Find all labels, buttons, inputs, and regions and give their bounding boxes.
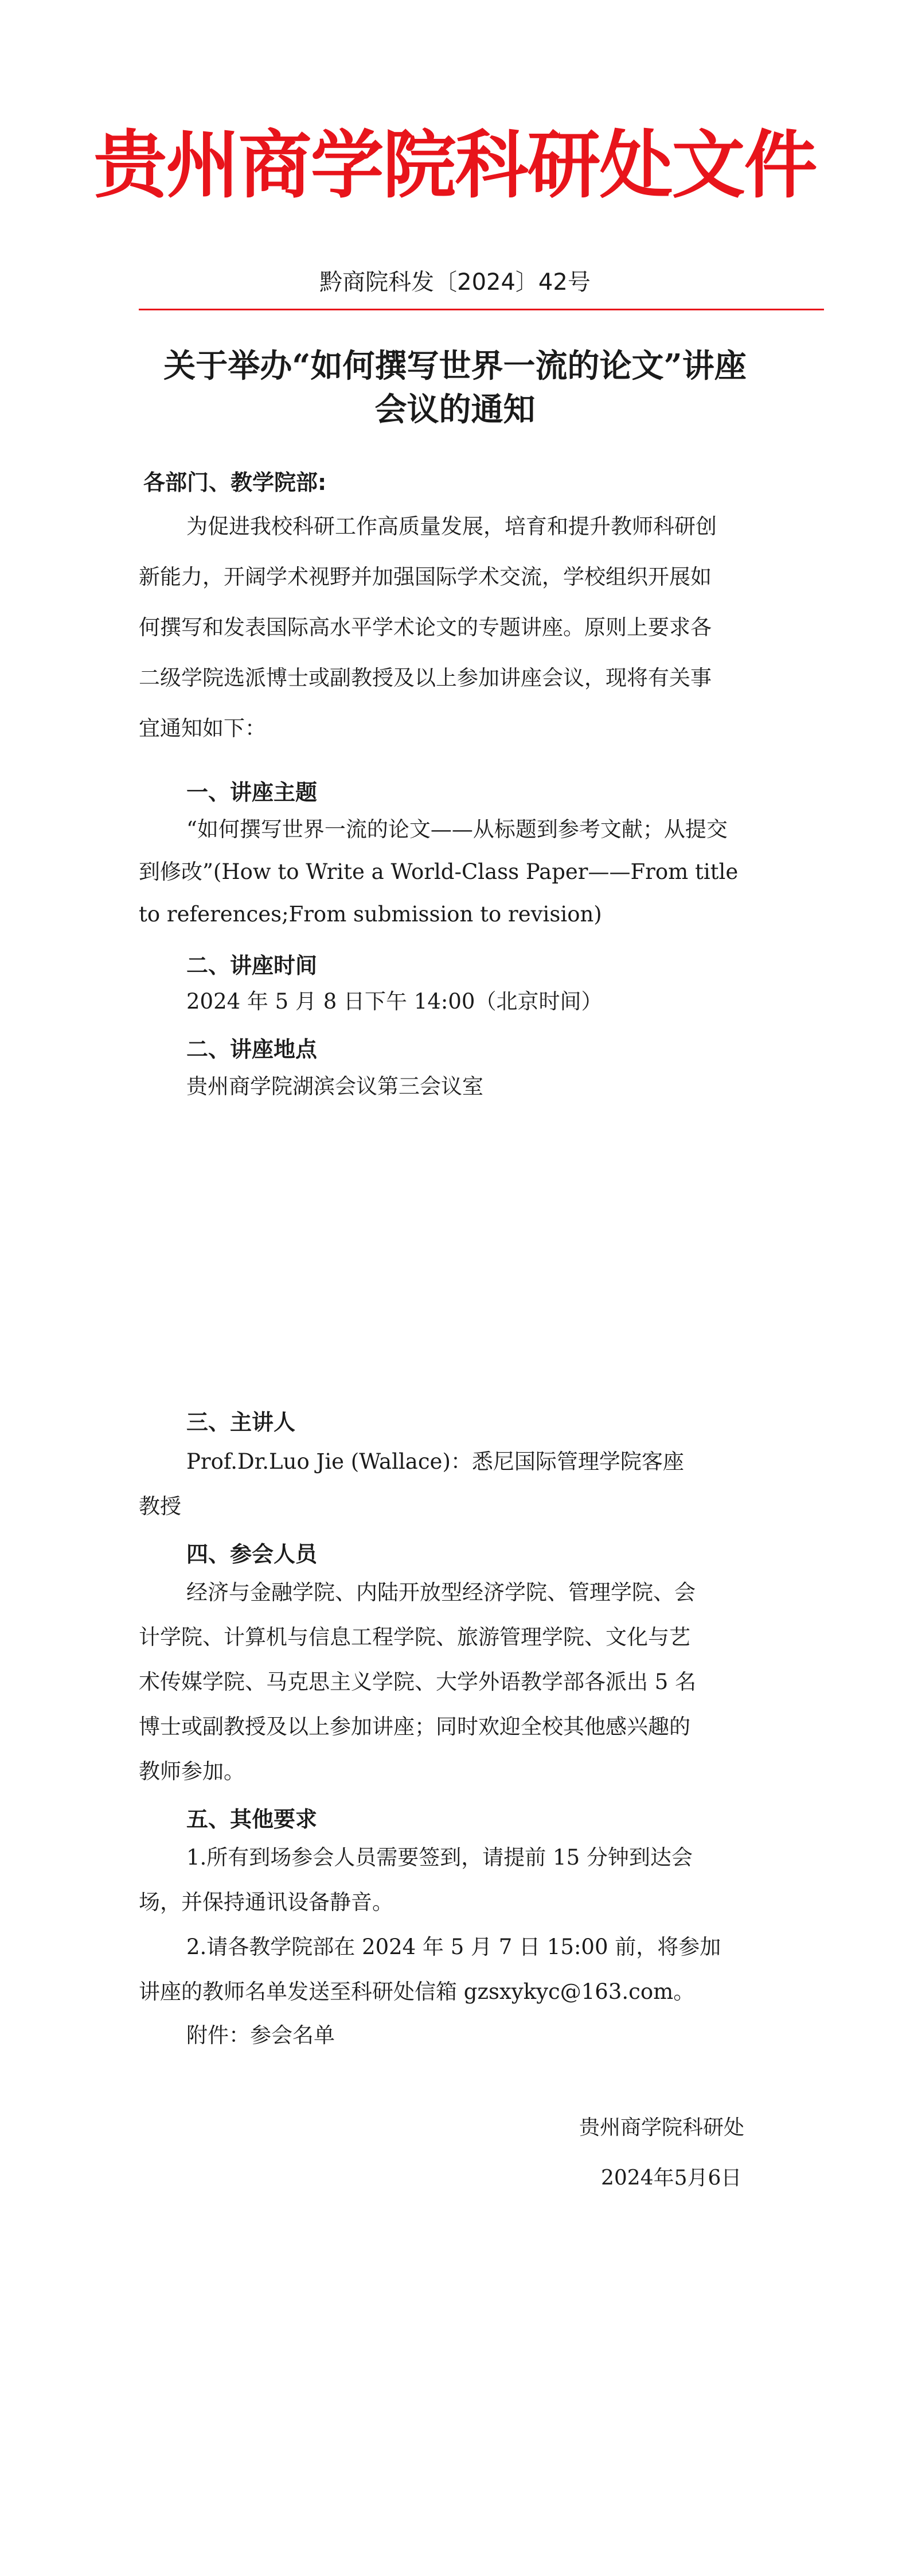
section-heading-requirements: 五、其他要求	[186, 1807, 318, 1832]
requirements-line: 场，并保持通讯设备静音。	[139, 1890, 393, 1915]
intro-line: 新能力，开阔学术视野并加强国际学术交流，学校组织开展如	[139, 565, 712, 589]
attendees-line: 教师参加。	[139, 1759, 245, 1784]
speaker-line: 教授	[139, 1494, 181, 1519]
attendees-line: 博士或副教授及以上参加讲座；同时欢迎全校其他感兴趣的	[139, 1714, 690, 1739]
venue-line: 贵州商学院湖滨会议第三会议室	[186, 1074, 483, 1099]
requirements-line: 讲座的教师名单发送至科研处信箱 gzsxykyc@163.com。	[139, 1979, 695, 2004]
signature-date: 2024年5月6日	[601, 2166, 742, 2190]
section-heading-topic: 一、讲座主题	[186, 780, 318, 805]
speaker-line: Prof.Dr.Luo Jie (Wallace)：悉尼国际管理学院客座	[186, 1449, 684, 1474]
section-heading-speaker: 三、主讲人	[186, 1410, 296, 1435]
intro-line: 为促进我校科研工作高质量发展，培育和提升教师科研创	[186, 514, 717, 539]
topic-line: to references;From submission to revision)	[139, 902, 602, 927]
salutation: 各部门、教学院部:	[143, 470, 327, 495]
notice-title	[115, 344, 795, 431]
notice-title-line-2: 会议的通知	[374, 391, 536, 429]
attachment-line: 附件：参会名单	[186, 2023, 335, 2048]
section-heading-attendees: 四、参会人员	[186, 1542, 318, 1567]
requirements-line: 1.所有到场参会人员需要签到，请提前 15 分钟到达会	[186, 1845, 693, 1870]
notice-title-line-1: 关于举办“如何撰写世界一流的论文”讲座	[163, 347, 747, 385]
intro-line: 宜通知如下：	[139, 716, 266, 741]
document-number: 黔商院科发〔2024〕42号	[319, 269, 591, 295]
attendees-line: 术传媒学院、马克思主义学院、大学外语教学部各派出 5 名	[139, 1670, 697, 1694]
section-heading-venue: 二、讲座地点	[186, 1037, 318, 1062]
intro-line: 二级学院选派博士或副教授及以上参加讲座会议，现将有关事	[139, 666, 712, 690]
intro-line: 何撰写和发表国际高水平学术论文的专题讲座。原则上要求各	[139, 615, 712, 640]
topic-line: 到修改”(How to Write a World-Class Paper——From title	[139, 859, 739, 884]
requirements-line: 2.请各教学院部在 2024 年 5 月 7 日 15:00 前，将参加	[186, 1935, 721, 1959]
section-heading-time: 二、讲座时间	[186, 953, 318, 978]
red-divider-line	[139, 309, 824, 310]
attendees-line: 经济与金融学院、内陆开放型经济学院、管理学院、会	[186, 1580, 696, 1605]
attendees-line: 计学院、计算机与信息工程学院、旅游管理学院、文化与艺	[139, 1625, 690, 1649]
topic-line: “如何撰写世界一流的论文——从标题到参考文献；从提交	[186, 817, 728, 842]
time-line: 2024 年 5 月 8 日下午 14:00（北京时间）	[186, 989, 603, 1014]
masthead-title: 贵州商学院科研处文件	[93, 122, 817, 208]
signature-org: 贵州商学院科研处	[579, 2116, 745, 2139]
